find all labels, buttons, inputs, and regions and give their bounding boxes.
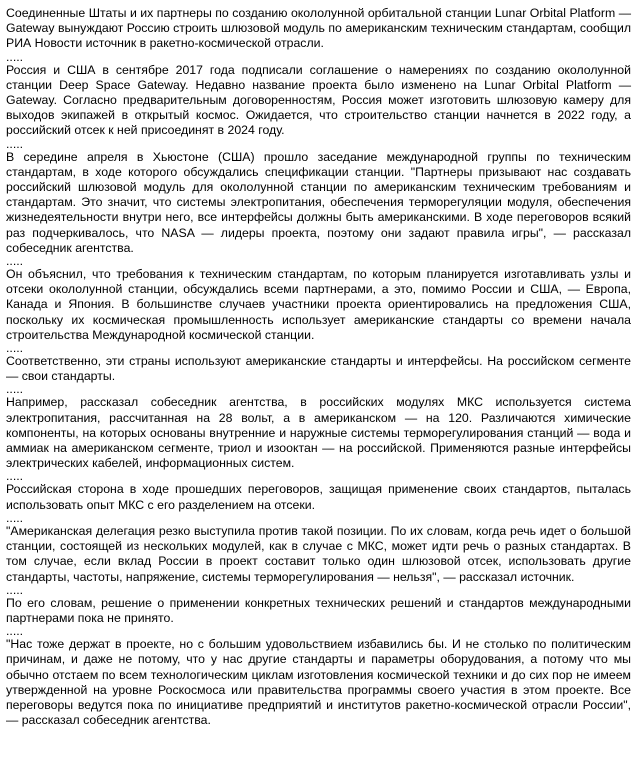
paragraph: Соответственно, эти страны используют американские стандарты и интерфейсы. На российском сегменте — свои стандарты. bbox=[6, 354, 631, 384]
paragraph: Он объяснил, что требования к техническим стандартам, по которым планируется изготавливать узлы и отсеки окололунной станции, обсуждались всеми партнерами, а это, помимо России и США, — Европа, Канада и Япония. В большинстве случаев участники проекта ориентировались на предложения США, поскольку их космическая промышленность использует американские стандарты со времени начала строительства Международной космической станции. bbox=[6, 267, 631, 342]
paragraph: "Американская делегация резко выступила против такой позиции. По их словам, когда речь идет о большой станции, состоящей из нескольких модулей, как в случае с МКС, может идти речь о разных стандартах. В том случае, если вклад России в проект составит только один шлюзовой отсек, использовать другие стандарты, частоты, напряжение, системы терморегулирования — нельзя", — рассказал источник. bbox=[6, 523, 631, 584]
paragraph: В середине апреля в Хьюстоне (США) прошло заседание международной группы по техническим стандартам, в ходе которого обсуждались спецификации станции. "Партнеры призывают нас создавать российский шлюзовой модуль для окололунной станции по американским техническим требованиям и стандартам. Это значит, что системы электропитания, обеспечения терморегуляции модуля, обеспечения жизнедеятельности внутри него, все интерфейсы должны быть американскими. В ходе переговоров всякий раз подчеркивалось, что NASA — лидеры проекта, поэтому они задают правила игры", — рассказал собеседник агентства. bbox=[6, 149, 631, 255]
paragraph-separator: ..... bbox=[6, 343, 24, 355]
paragraph: Россия и США в сентябре 2017 года подписали соглашение о намерениях по созданию окололунной станции Deep Space Gateway. Недавно название проекта было изменено на Lunar Orbital Platform — Gateway. Согласно предварительным договоренностям, Россия может изготовить шлюзовую камеру для выходов экипажей в открытый космос. Ожидается, что строительство станции начнется в 2022 году, а российский отсек к ней присоединят в 2024 году. bbox=[6, 62, 631, 138]
paragraph: "Нас тоже держат в проекте, но с большим удовольствием избавились бы. И не столько по политическим причинам, и даже не потому, что у нас другие стандарты и параметры оборудования, а потому что мы обычно отстаем по всем технологическим циклам изготовления космической техники и до сих пор не имеем утвержденной на уровне Роскосмоса или правительства программы своего участия в этом проекте. Все переговоры ведутся пока по инициативе предприятий и институтов ракетно-космической отрасли России", — рассказал собеседник агентства. bbox=[6, 637, 631, 728]
paragraph-separator: ..... bbox=[6, 626, 24, 638]
paragraph-separator: ..... bbox=[6, 512, 24, 524]
paragraph-separator: ..... bbox=[6, 256, 24, 268]
paragraph: По его словам, решение о применении конкретных технических решений и стандартов международными партнерами пока не принято. bbox=[6, 595, 631, 625]
paragraph-separator: ..... bbox=[6, 51, 24, 63]
paragraph: Соединенные Штаты и их партнеры по созданию окололунной орбитальной станции Lunar Orbital Platform — Gateway вынуждают Россию строить шлюзовой модуль по американским техническим стандартам, сообщил РИА Новости источник в ракетно-космической отрасли. bbox=[6, 6, 631, 51]
paragraph-separator: ..... bbox=[6, 384, 24, 396]
paragraph-separator: ..... bbox=[6, 138, 24, 150]
paragraph: Например, рассказал собеседник агентства, в российских модулях МКС используется система электропитания, рассчитанная на 28 вольт, а в американском — на 120. Различаются химические компоненты, на которых основаны внутренние и наружные системы терморегулирования станций — вода и аммиак на американском сегменте, триол и изооктан — на российской. Применяются разные интерфейсы электрических кабелей, информационных систем. bbox=[6, 395, 631, 471]
paragraph: Российская сторона в ходе прошедших переговоров, защищая применение своих стандартов, пыталась использовать опыт МКС с его разделением на отсеки. bbox=[6, 482, 631, 512]
paragraph-separator: ..... bbox=[6, 584, 24, 596]
paragraph-separator: ..... bbox=[6, 471, 24, 483]
